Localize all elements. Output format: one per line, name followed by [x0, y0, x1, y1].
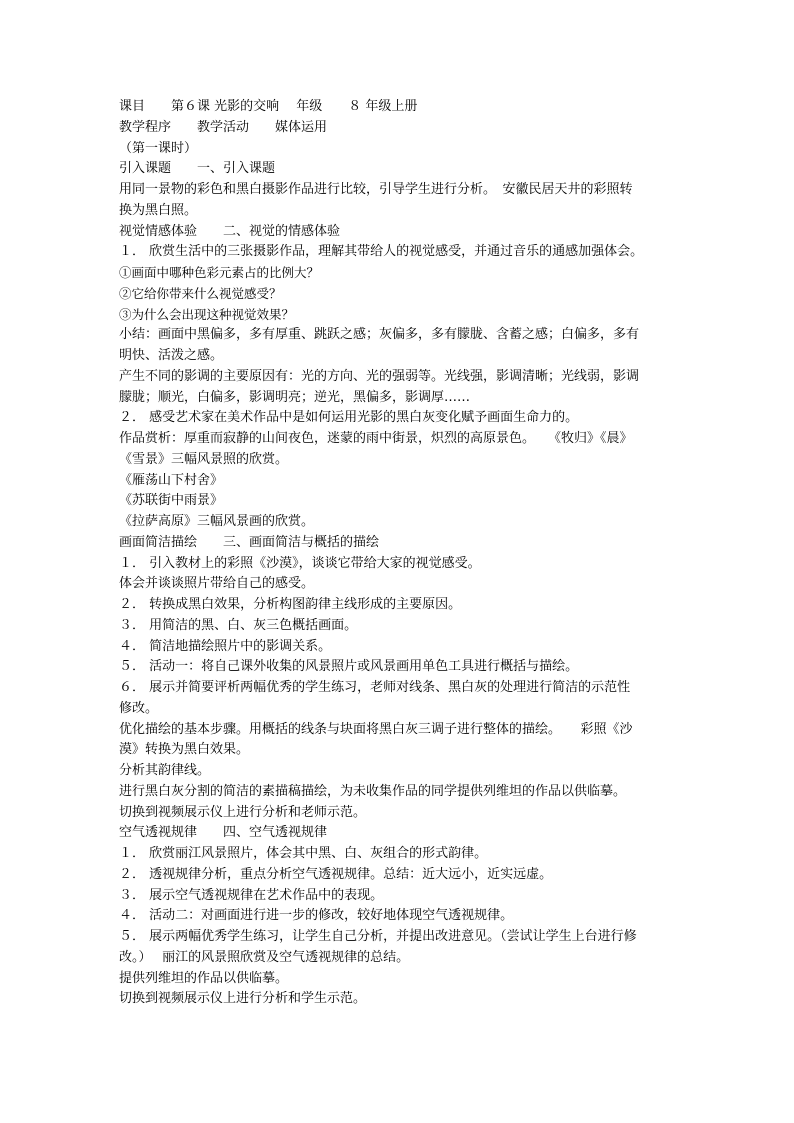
text-line: 《拉萨高原》三幅风景画的欣赏。: [119, 514, 315, 529]
text-line: 改。） 丽江的风景照欣赏及空气透视规律的总结。: [119, 949, 410, 965]
text-line: 明快、活泼之感。: [119, 348, 224, 363]
text-line: 提供列维坦的作品以供临摹。: [119, 970, 289, 986]
text-line: ３． 展示空气透视规律在艺术作品中的表现。: [119, 887, 384, 903]
text-line: 漠》转换为黑白效果。: [119, 742, 250, 758]
text-line: １． 引入教材上的彩照《沙漠》，谈谈它带给大家的视觉感受。: [119, 555, 481, 571]
text-line: 《雪景》三幅风景照的欣赏。: [119, 451, 289, 467]
text-line: １． 欣赏生活中的三张摄影作品，理解其带给人的视觉感受，并通过音乐的通感加强体会。: [119, 244, 644, 260]
text-line: 优化描绘的基本步骤。用概括的线条与块面将黑白灰三调子进行整体的描绘。 彩照《沙: [119, 721, 633, 737]
text-line: ５． 展示两幅优秀学生练习，让学生自己分析，并提出改进意见。（尝试让学生上台进行修: [119, 929, 637, 944]
text-line: 修改。: [119, 700, 159, 716]
text-line: 用同一景物的彩色和黑白摄影作品进行比较，引导学生进行分析。 安徽民居天井的彩照转: [119, 182, 633, 197]
text-line: 朦胧；顺光，白偏多，影调明亮；逆光，黑偏多，影调厚……: [119, 389, 471, 405]
text-line: 产生不同的影调的主要原因有：光的方向、光的强弱等。光线强，影调清晰；光线弱，影调: [119, 368, 640, 384]
lesson-plan-document: [119, 97, 691, 1010]
text-line: 《苏联街中雨景》: [119, 493, 224, 509]
section-heading: 空气透视规律 四、空气透视规律: [119, 825, 328, 841]
text-line: ２． 转换成黑白效果，分析构图韵律主线形成的主要原因。: [119, 597, 462, 612]
text-line: 体会并谈谈照片带给自己的感受。: [119, 576, 315, 592]
text-line: 《雁荡山下村舍》: [119, 472, 224, 488]
question-line: ③为什么会出现这种视觉效果？: [119, 306, 295, 322]
text-line: １． 欣赏丽江风景照片，体会其中黑、白、灰组合的形式韵律。: [119, 846, 488, 861]
text-line: ６． 展示并简要评析两幅优秀的学生练习，老师对线条、黑白灰的处理进行简洁的示范性: [119, 680, 631, 695]
section-heading: 引入课题 一、引入课题: [119, 161, 276, 177]
column-header-line: 教学程序 教学活动 媒体运用: [119, 119, 328, 135]
section-heading: 视觉情感体验 二、视觉的情感体验: [119, 223, 341, 239]
text-line: ３． 用简洁的黑、白、灰三色概括画面。: [119, 617, 358, 633]
text-line: 换为黑白照。: [119, 202, 198, 218]
text-line: 切换到视频展示仪上进行分析和老师示范。: [119, 804, 367, 820]
text-line: ２． 感受艺术家在美术作品中是如何运用光影的黑白灰变化赋予画面生命力的。: [119, 410, 579, 426]
text-line: ５． 活动一：将自己课外收集的风景照片或风景画用单色工具进行概括与描绘。: [119, 659, 579, 675]
text-line: 作品赏析：厚重而寂静的山间夜色，迷蒙的雨中街景，炽烈的高原景色。 《牧归》《晨》: [119, 431, 633, 446]
question-line: ②它给你带来什么视觉感受？: [119, 285, 282, 301]
section-heading: 画面简洁描绘 三、画面简洁与概括的描绘: [119, 534, 380, 550]
text-line: ４． 简洁地描绘照片中的影调关系。: [119, 638, 332, 654]
text-line: 切换到视频展示仪上进行分析和学生示范。: [119, 991, 367, 1007]
text-line: 分析其韵律线。: [119, 763, 211, 778]
text-line: 进行黑白灰分割的简洁的素描稿描绘，为未收集作品的同学提供列维坦的作品以供临摹。: [119, 783, 627, 799]
text-line: ２． 透视规律分析，重点分析空气透视规律。总结：近大远小，近实远虚。: [119, 866, 553, 882]
lesson-period-line: （第一课时）: [119, 140, 198, 156]
course-title-line: 课目 第６课 光影的交响 年级 ８ 年级上册: [119, 99, 418, 114]
text-line: 小结：画面中黑偏多，多有厚重、跳跃之感；灰偏多，多有朦胧、含蓄之感；白偏多，多有: [119, 327, 640, 343]
question-line: ①画面中哪种色彩元素占的比例大？: [119, 265, 320, 280]
text-line: ４． 活动二：对画面进行进一步的修改，较好地体现空气透视规律。: [119, 908, 514, 924]
